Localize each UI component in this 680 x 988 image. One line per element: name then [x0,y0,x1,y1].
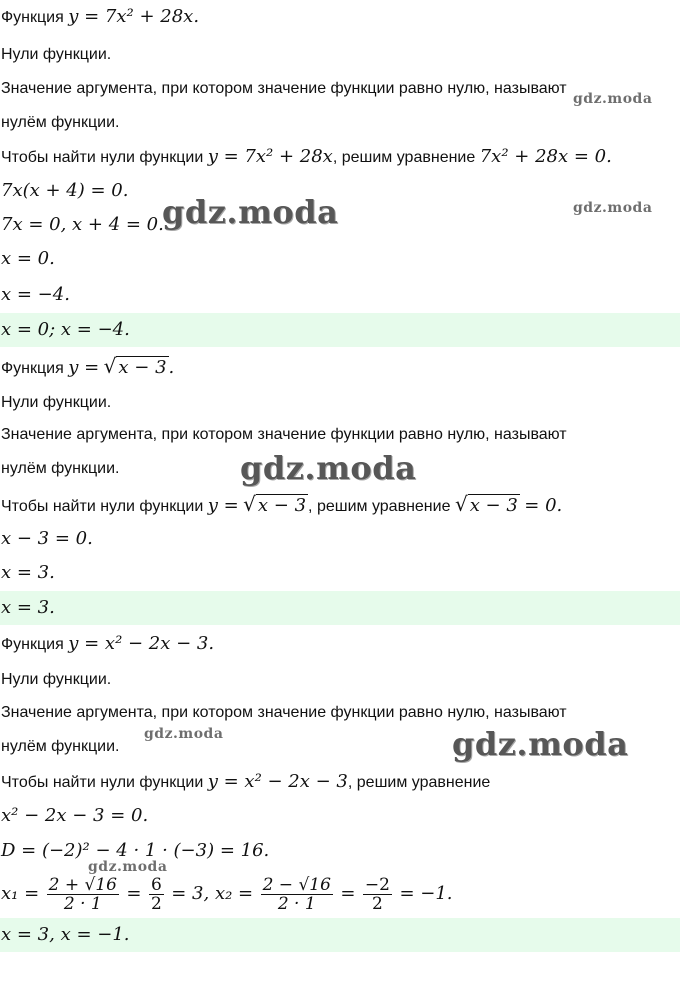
s2-find-radicand: x − 3 [257,495,307,516]
s2-find-formula: y = [207,495,239,516]
s3-x2-equals: = [340,883,356,904]
watermark-logo: gdz.moda [240,449,417,487]
s1-definition-line2: нулём функции. [1,114,120,131]
watermark-logo: gdz.moda [573,91,653,107]
watermark-logo: gdz.moda [573,200,653,216]
s1-definition-line1: Значение аргумента, при котором значение функции равно нулю, называют [1,80,567,97]
s3-answer: x = 3, x = −1. [0,918,680,952]
s1-step1: 7x(x + 4) = 0. [1,180,129,201]
sqrt-icon: √ [454,492,468,516]
s3-discriminant: D = (−2)² − 4 · 1 · (−3) = 16. [1,840,270,861]
s2-find-line [0,487,680,524]
s1-step3: x = 0. [1,248,55,269]
s3-x2-fraction [261,876,333,913]
s3-find-prefix: Чтобы найти нули функции [1,774,204,791]
sqrt-icon: √ [103,354,117,378]
s3-x1-equals: = [126,883,142,904]
s3-x2-denominator2: 2 [372,894,383,915]
s1-find-middle: , решим уравнение [332,149,476,166]
s2-eq-rhs: = 0. [524,495,563,516]
s2-definition-line2: нулём функции. [1,460,120,477]
s3-definition-line2: нулём функции. [1,738,120,755]
s1-find-line [0,140,680,175]
s3-x1-label: x₁ = [1,883,40,904]
s2-definition-line1: Значение аргумента, при котором значение функции равно нулю, называют [1,426,567,443]
s1-answer: x = 0; x = −4. [0,313,680,347]
s3-x1-fraction2 [149,876,164,913]
s3-step1: x² − 2x − 3 = 0. [1,805,149,826]
s3-x1-denominator: 2 · 1 [63,894,102,915]
s1-function-line [0,0,680,35]
s3-roots-line [0,872,680,916]
s2-step2: x = 3. [1,562,55,583]
s2-function-line: Функция y = √ x − 3 . [1,354,175,378]
s3-func-formula: y = x² − 2x − 3. [68,633,215,654]
s1-step4: x = −4. [1,284,70,305]
s1-find-prefix: Чтобы найти нули функции [1,149,204,166]
s3-x1-fraction [47,876,119,913]
s2-func-formula: y = [68,357,100,378]
s2-step1: x − 3 = 0. [1,528,93,549]
watermark-logo: gdz.moda [88,859,168,875]
sqrt-icon: √ [243,492,256,516]
s3-find-line [0,765,680,800]
s2-zeros-heading: Нули функции. [1,394,112,411]
s1-step2: 7x = 0, x + 4 = 0. [1,214,164,235]
s1-func-label: Функция [1,9,64,26]
s2-func-radicand: x − 3 [118,357,167,378]
s3-x2-numerator: 2 − √16 [262,875,331,896]
s3-func-label: Функция [1,636,64,653]
s3-find-formula: y = x² − 2x − 3 [207,771,348,792]
s2-find-prefix: Чтобы найти нули функции [1,498,204,515]
s2-find-middle: , решим уравнение [308,498,451,515]
s3-x1-denominator2: 2 [150,894,162,915]
s1-func-formula: y = 7x² + 28x. [68,6,200,27]
watermark-logo: gdz.moda [452,725,629,763]
s2-answer: x = 3. [0,591,680,625]
s2-eq-radicand: x − 3 [469,495,518,516]
watermark-logo: gdz.moda [144,726,224,742]
s3-x2-numerator2: −2 [364,875,390,896]
s3-x2-result: = −1. [399,883,453,904]
s1-zeros-heading: Нули функции. [1,46,112,63]
s1-find-formula: y = 7x² + 28x [207,146,333,167]
s3-x1-result: = 3, x₂ = [171,883,254,904]
s1-find-equation: 7x² + 28x = 0. [479,146,612,167]
s3-x2-denominator: 2 · 1 [277,894,316,915]
s3-definition-line1: Значение аргумента, при котором значение функции равно нулю, называют [1,704,567,721]
s3-zeros-heading: Нули функции. [1,671,112,688]
s3-find-middle: , решим уравнение [347,774,491,791]
s3-x1-numerator2: 6 [150,875,162,896]
s3-function-line [0,627,680,662]
s3-x2-fraction2 [363,876,392,913]
s3-x1-numerator: 2 + √16 [48,875,117,896]
watermark-logo: gdz.moda [162,193,339,231]
s2-func-label: Функция [1,360,64,377]
